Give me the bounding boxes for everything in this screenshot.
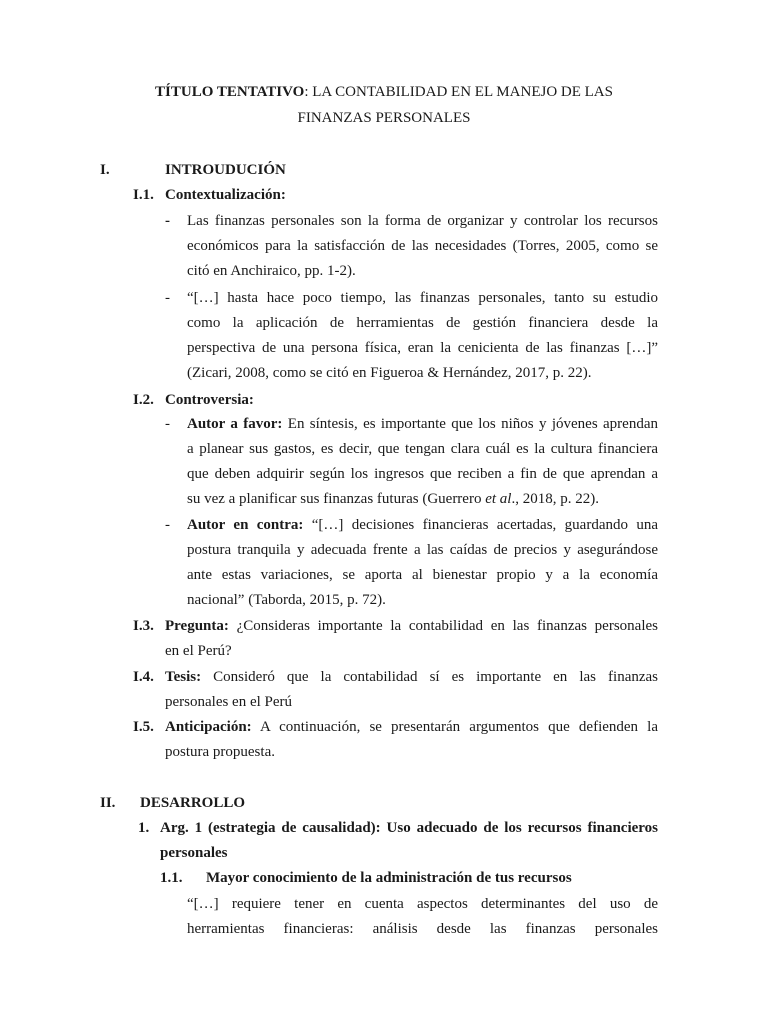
bullet-marker: - xyxy=(165,517,170,533)
paragraph-autor-a-favor xyxy=(187,416,658,516)
text-line: herramientas financieras: análisis desde las finanzas personales xyxy=(187,921,658,937)
bullet-marker: - xyxy=(165,290,170,306)
label-autor-a-favor: Autor a favor: xyxy=(187,416,283,432)
text-run: Consideró que la contabilidad sí es importante en las finanzas xyxy=(201,669,658,685)
text-line: postura propuesta. xyxy=(165,744,275,760)
text-line: ante estas variaciones, se aporta al bienestar propio y a la economía xyxy=(187,567,658,583)
document-title-line-1 xyxy=(0,84,768,101)
paragraph-autor-en-contra xyxy=(187,517,658,617)
text-line: perspectiva de una persona física, eran la cenicienta de las finanzas […]” xyxy=(187,340,658,356)
subsection-1-1-number: I.1. xyxy=(133,187,154,203)
text-run: ¿Consideras importante la contabilidad en las finanzas personales xyxy=(228,618,658,634)
text-line: en el Perú? xyxy=(165,643,232,659)
paragraph-finanzas-definicion xyxy=(187,213,658,288)
text-line: “[…] requiere tener en cuenta aspectos determinantes del uso de xyxy=(187,896,658,912)
text-run: A continuación, se presentarán argumentos que defienden la xyxy=(251,719,658,735)
text-line: “[…] hasta hace poco tiempo, las finanzas personales, tanto su estudio xyxy=(187,290,658,306)
subsection-1-1-heading: Contextualización: xyxy=(165,187,286,203)
text-line xyxy=(165,618,658,643)
text-line: citó en Anchiraico, pp. 1-2). xyxy=(187,263,356,279)
paragraph-anticipacion xyxy=(165,719,658,769)
text-line: a planear sus gastos, es decir, que tengan clara cuál es la cultura financiera xyxy=(187,441,658,457)
label-anticipacion: Anticipación: xyxy=(165,719,252,735)
section-1-heading: INTROUDUCIÓN xyxy=(165,162,286,178)
subsection-arg-1-1-number: 1.1. xyxy=(160,870,183,886)
subsection-1-3-number: I.3. xyxy=(133,618,154,634)
paragraph-tesis xyxy=(165,669,658,719)
label-tesis: Tesis: xyxy=(165,669,202,685)
text-run: “[…] decisiones financieras acertadas, guardando una xyxy=(303,517,658,533)
text-line xyxy=(187,517,658,542)
italic-et-al: et al xyxy=(485,491,512,507)
text-line: económicos para la satisfacción de las necesidades (Torres, 2005, como se xyxy=(187,238,658,254)
subsection-1-4-number: I.4. xyxy=(133,669,154,685)
text-run: su vez a planificar sus finanzas futuras (Guerrero xyxy=(187,491,486,507)
text-line: postura tranquila y adecuada frente a las caídas de precios y asegurándose xyxy=(187,542,658,558)
text-run: En síntesis, es importante que los niños y jóvenes aprendan xyxy=(282,416,658,432)
title-rest: : LA CONTABILIDAD EN EL MANEJO DE LAS xyxy=(304,84,613,100)
text-line: como la aplicación de herramientas de gestión financiera desde la xyxy=(187,315,658,331)
bullet-marker: - xyxy=(165,213,170,229)
text-line xyxy=(187,416,658,441)
text-line xyxy=(165,719,658,744)
title-prefix: TÍTULO TENTATIVO xyxy=(155,84,305,100)
text-line: Las finanzas personales son la forma de organizar y controlar los recursos xyxy=(187,213,658,229)
text-run: ., 2018, p. 22). xyxy=(511,491,599,507)
text-line: personales xyxy=(160,845,228,861)
text-line: que deben adquirir según los ingresos que reciben a fin de que aprendan a xyxy=(187,466,658,482)
paragraph-zicari-quote xyxy=(187,290,658,390)
text-line xyxy=(187,491,658,516)
bullet-marker: - xyxy=(165,416,170,432)
paragraph-herramientas-quote xyxy=(187,896,658,946)
argument-1-number: 1. xyxy=(138,820,150,836)
text-line: nacional” (Taborda, 2015, p. 72). xyxy=(187,592,386,608)
text-line xyxy=(165,669,658,694)
paragraph-pregunta xyxy=(165,618,658,668)
document-title-line-2: FINANZAS PERSONALES xyxy=(297,110,471,126)
subsection-1-2-number: I.2. xyxy=(133,392,154,408)
subsection-arg-1-1-heading: Mayor conocimiento de la administración de tus recursos xyxy=(206,870,572,886)
text-line: personales en el Perú xyxy=(165,694,293,710)
label-pregunta: Pregunta: xyxy=(165,618,229,634)
label-autor-en-contra: Autor en contra: xyxy=(187,517,304,533)
text-line: (Zicari, 2008, como se citó en Figueroa & Hernández, 2017, p. 22). xyxy=(187,365,592,381)
section-2-heading: DESARROLLO xyxy=(140,795,246,811)
subsection-1-2-heading: Controversia: xyxy=(165,392,254,408)
subsection-1-5-number: I.5. xyxy=(133,719,154,735)
text-line: Arg. 1 (estrategia de causalidad): Uso adecuado de los recursos financieros xyxy=(160,820,658,836)
section-2-number: II. xyxy=(100,795,116,811)
argument-1-heading xyxy=(160,820,658,870)
section-1-number: I. xyxy=(100,162,110,178)
